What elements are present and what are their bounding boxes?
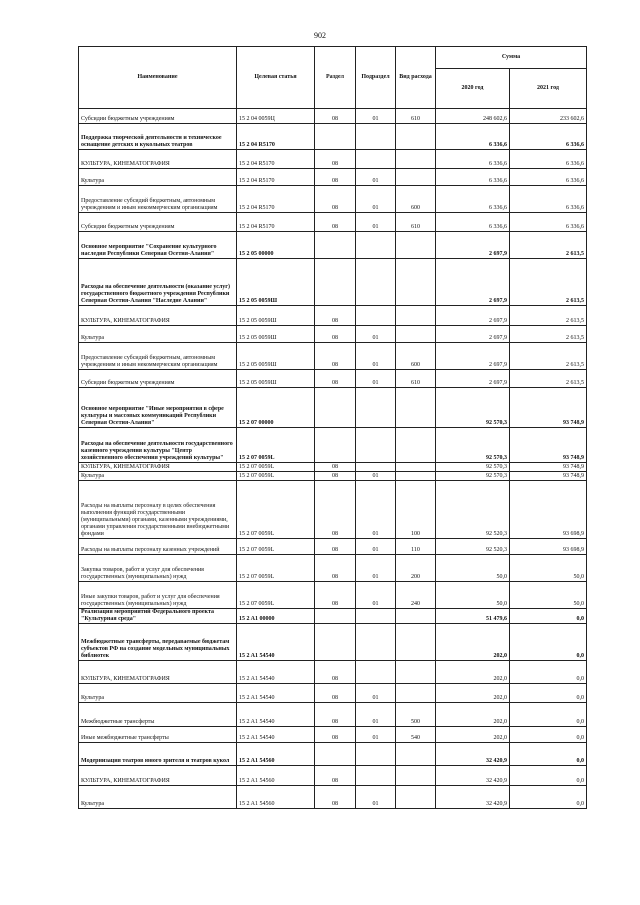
row-subsection: 01: [356, 582, 396, 609]
row-name: Основное мероприятие "Сохранение культурного наследия Республики Северная Осетия-Алания": [79, 232, 237, 259]
header-name: Наименование: [79, 47, 237, 109]
table-row: [79, 186, 587, 213]
row-value-2020: 202,0: [436, 624, 510, 661]
row-value-2021: 0,0: [510, 684, 587, 703]
row-section: [315, 743, 356, 766]
row-value-2020: 2 697,9: [436, 326, 510, 343]
table-row: [79, 582, 587, 609]
table-row: [79, 428, 587, 463]
row-subsection: 01: [356, 213, 396, 232]
row-value-2020: 202,0: [436, 703, 510, 727]
table-row: [79, 481, 587, 539]
row-expense-type: 200: [396, 555, 436, 582]
row-subsection: 01: [356, 169, 396, 186]
row-value-2021: 93 698,9: [510, 481, 587, 539]
row-value-2021: 0,0: [510, 727, 587, 743]
row-expense-type: 610: [396, 109, 436, 124]
row-name: КУЛЬТУРА, КИНЕМАТОГРАФИЯ: [79, 150, 237, 169]
row-target-article: 15 2 05 0059Ш: [237, 259, 315, 306]
row-subsection: 01: [356, 109, 396, 124]
row-value-2021: 2 613,5: [510, 306, 587, 326]
row-name: КУЛЬТУРА, КИНЕМАТОГРАФИЯ: [79, 766, 237, 786]
row-section: 08: [315, 766, 356, 786]
row-value-2021: 50,0: [510, 555, 587, 582]
row-name: Межбюджетные трансферты: [79, 703, 237, 727]
row-expense-type: 600: [396, 186, 436, 213]
row-value-2020: 92 520,3: [436, 539, 510, 555]
row-value-2021: 0,0: [510, 609, 587, 624]
row-expense-type: 540: [396, 727, 436, 743]
row-subsection: 01: [356, 684, 396, 703]
row-expense-type: [396, 306, 436, 326]
row-subsection: 01: [356, 370, 396, 388]
table-row: [79, 232, 587, 259]
table-row: [79, 213, 587, 232]
row-target-article: 15 2 05 0059Ш: [237, 306, 315, 326]
row-value-2021: 6 336,6: [510, 150, 587, 169]
row-value-2020: 6 336,6: [436, 150, 510, 169]
table-row: [79, 388, 587, 428]
row-section: 08: [315, 555, 356, 582]
header-year-2020: 2020 год: [436, 69, 510, 109]
row-name: Модернизация театров юного зрителя и театров кукол: [79, 743, 237, 766]
row-name: Поддержка творческой деятельности и техническое оснащение детских и кукольных театров: [79, 124, 237, 150]
row-expense-type: [396, 463, 436, 472]
table-row: [79, 727, 587, 743]
row-target-article: 15 2 07 0059L: [237, 481, 315, 539]
row-value-2020: 2 697,9: [436, 343, 510, 370]
row-section: [315, 388, 356, 428]
row-expense-type: [396, 169, 436, 186]
row-expense-type: [396, 232, 436, 259]
row-name: Культура: [79, 472, 237, 481]
row-section: 08: [315, 326, 356, 343]
row-target-article: 15 2 A1 54560: [237, 743, 315, 766]
row-section: 08: [315, 343, 356, 370]
row-subsection: [356, 624, 396, 661]
row-target-article: 15 2 04 R5170: [237, 213, 315, 232]
row-subsection: 01: [356, 343, 396, 370]
row-value-2020: 32 420,9: [436, 743, 510, 766]
row-name: Предоставление субсидий бюджетным, автономным учреждениям и иным некоммерческим организациям: [79, 186, 237, 213]
row-target-article: 15 2 07 0059L: [237, 428, 315, 463]
row-target-article: 15 2 07 0059L: [237, 555, 315, 582]
row-name: Реализация мероприятий Федерального проекта "Культурная среда": [79, 609, 237, 624]
table-row: [79, 259, 587, 306]
row-subsection: 01: [356, 186, 396, 213]
row-target-article: 15 2 07 00000: [237, 388, 315, 428]
row-section: 08: [315, 370, 356, 388]
row-name: Основное мероприятие "Иные мероприятия в сфере культуры и массовых коммуникаций Республики Северная Осетия-Алания": [79, 388, 237, 428]
row-target-article: 15 2 04 R5170: [237, 169, 315, 186]
row-expense-type: [396, 150, 436, 169]
row-subsection: [356, 463, 396, 472]
row-value-2020: 92 570,3: [436, 472, 510, 481]
header-subsection: Подраздел: [356, 47, 396, 109]
row-subsection: 01: [356, 481, 396, 539]
row-expense-type: [396, 124, 436, 150]
row-value-2021: 0,0: [510, 703, 587, 727]
table-row: [79, 555, 587, 582]
row-target-article: 15 2 07 0059L: [237, 582, 315, 609]
row-section: [315, 624, 356, 661]
row-name: Культура: [79, 169, 237, 186]
row-subsection: [356, 232, 396, 259]
table-row: [79, 169, 587, 186]
row-target-article: 15 2 A1 54540: [237, 684, 315, 703]
row-section: 08: [315, 150, 356, 169]
row-name: КУЛЬТУРА, КИНЕМАТОГРАФИЯ: [79, 306, 237, 326]
row-value-2021: 6 336,6: [510, 124, 587, 150]
row-target-article: 15 2 A1 00000: [237, 609, 315, 624]
row-value-2020: 50,0: [436, 555, 510, 582]
row-section: 08: [315, 213, 356, 232]
row-subsection: 01: [356, 703, 396, 727]
row-subsection: 01: [356, 555, 396, 582]
row-value-2020: 202,0: [436, 684, 510, 703]
row-expense-type: 240: [396, 582, 436, 609]
row-subsection: 01: [356, 472, 396, 481]
header-sum: Сумма: [436, 47, 587, 69]
row-expense-type: 610: [396, 370, 436, 388]
table-row: [79, 539, 587, 555]
row-expense-type: [396, 609, 436, 624]
row-section: [315, 124, 356, 150]
table-body: [79, 109, 587, 809]
row-section: 08: [315, 463, 356, 472]
row-value-2020: 92 570,3: [436, 428, 510, 463]
row-section: 08: [315, 703, 356, 727]
table-row: [79, 343, 587, 370]
row-expense-type: 600: [396, 343, 436, 370]
row-subsection: 01: [356, 786, 396, 809]
row-subsection: [356, 661, 396, 684]
row-value-2020: 2 697,9: [436, 259, 510, 306]
row-section: 08: [315, 661, 356, 684]
header-section: Раздел: [315, 47, 356, 109]
row-expense-type: [396, 388, 436, 428]
row-name: Предоставление субсидий бюджетным, автономным учреждениям и иным некоммерческим организациям: [79, 343, 237, 370]
row-subsection: [356, 150, 396, 169]
row-target-article: 15 2 A1 54560: [237, 766, 315, 786]
table-row: [79, 109, 587, 124]
row-name: Иные закупки товаров, работ и услуг для обеспечения государственных (муниципальных) нужд: [79, 582, 237, 609]
row-section: 08: [315, 109, 356, 124]
row-value-2020: 32 420,9: [436, 766, 510, 786]
row-section: 08: [315, 472, 356, 481]
row-value-2020: 6 336,6: [436, 124, 510, 150]
row-value-2020: 6 336,6: [436, 213, 510, 232]
row-value-2021: 93 698,9: [510, 539, 587, 555]
budget-table: [78, 46, 587, 809]
row-expense-type: [396, 661, 436, 684]
row-value-2020: 51 479,6: [436, 609, 510, 624]
row-section: 08: [315, 684, 356, 703]
row-section: 08: [315, 481, 356, 539]
table-row: [79, 124, 587, 150]
row-value-2020: 2 697,9: [436, 306, 510, 326]
row-expense-type: 100: [396, 481, 436, 539]
row-value-2021: 2 613,5: [510, 326, 587, 343]
row-section: [315, 232, 356, 259]
table-row: [79, 463, 587, 472]
row-name: Расходы на выплаты персоналу в целях обеспечения выполнения функций государственными (муниципальными) органами, казенными учреждениями, органами управления государственными внебюджетными фондами: [79, 481, 237, 539]
row-target-article: 15 2 04 R5170: [237, 150, 315, 169]
row-target-article: 15 2 05 0059Ш: [237, 326, 315, 343]
row-value-2020: 202,0: [436, 661, 510, 684]
table-row: [79, 684, 587, 703]
row-name: Культура: [79, 684, 237, 703]
row-expense-type: [396, 428, 436, 463]
row-target-article: 15 2 05 00000: [237, 232, 315, 259]
row-value-2021: 6 336,6: [510, 186, 587, 213]
row-subsection: 01: [356, 539, 396, 555]
row-subsection: 01: [356, 326, 396, 343]
row-value-2020: 92 570,3: [436, 463, 510, 472]
row-section: [315, 259, 356, 306]
row-expense-type: 500: [396, 703, 436, 727]
row-subsection: [356, 766, 396, 786]
row-subsection: [356, 609, 396, 624]
table-row: [79, 150, 587, 169]
row-name: Субсидии бюджетным учреждениям: [79, 109, 237, 124]
row-name: Субсидии бюджетным учреждениям: [79, 370, 237, 388]
row-subsection: [356, 259, 396, 306]
row-value-2020: 6 336,6: [436, 186, 510, 213]
table-row: [79, 766, 587, 786]
row-value-2021: 6 336,6: [510, 213, 587, 232]
row-value-2020: 92 570,3: [436, 388, 510, 428]
row-value-2021: 93 748,9: [510, 463, 587, 472]
row-value-2020: 202,0: [436, 727, 510, 743]
row-section: [315, 428, 356, 463]
row-target-article: 15 2 07 0059L: [237, 463, 315, 472]
row-value-2021: 93 748,9: [510, 472, 587, 481]
row-value-2021: 0,0: [510, 766, 587, 786]
row-expense-type: [396, 624, 436, 661]
row-value-2021: 2 613,5: [510, 343, 587, 370]
row-value-2020: 2 697,9: [436, 232, 510, 259]
row-subsection: [356, 428, 396, 463]
row-value-2020: 6 336,6: [436, 169, 510, 186]
row-target-article: 15 2 04 R5170: [237, 124, 315, 150]
row-name: Межбюджетные трансферты, передаваемые бюджетам субъектов РФ на создание модельных муниципальных библиотек: [79, 624, 237, 661]
row-name: Культура: [79, 786, 237, 809]
row-target-article: 15 2 07 0059L: [237, 539, 315, 555]
row-target-article: 15 2 A1 54560: [237, 786, 315, 809]
row-value-2020: 2 697,9: [436, 370, 510, 388]
row-expense-type: [396, 786, 436, 809]
row-name: Иные межбюджетные трансферты: [79, 727, 237, 743]
row-value-2020: 92 520,3: [436, 481, 510, 539]
row-value-2020: 50,0: [436, 582, 510, 609]
table-row: [79, 370, 587, 388]
table-row: [79, 326, 587, 343]
table-row: [79, 786, 587, 809]
row-value-2021: 0,0: [510, 661, 587, 684]
row-value-2021: 233 602,6: [510, 109, 587, 124]
row-value-2021: 2 613,5: [510, 259, 587, 306]
row-expense-type: [396, 684, 436, 703]
row-expense-type: 610: [396, 213, 436, 232]
row-value-2021: 6 336,6: [510, 169, 587, 186]
row-name: Расходы на выплаты персоналу казенных учреждений: [79, 539, 237, 555]
row-expense-type: [396, 472, 436, 481]
row-section: 08: [315, 306, 356, 326]
row-target-article: 15 2 A1 54540: [237, 727, 315, 743]
row-value-2021: 0,0: [510, 743, 587, 766]
row-value-2021: 93 748,9: [510, 388, 587, 428]
row-name: Расходы на обеспечение деятельности государственного казенного учреждения культуры "Центр хозяйственного обеспечения учреждений культуры": [79, 428, 237, 463]
row-name: КУЛЬТУРА, КИНЕМАТОГРАФИЯ: [79, 463, 237, 472]
header-year-2021: 2021 год: [510, 69, 587, 109]
row-name: Субсидии бюджетным учреждениям: [79, 213, 237, 232]
row-expense-type: [396, 743, 436, 766]
row-target-article: 15 2 04 0059Ц: [237, 109, 315, 124]
row-name: Культура: [79, 326, 237, 343]
row-value-2021: 2 613,5: [510, 232, 587, 259]
row-section: 08: [315, 539, 356, 555]
row-target-article: 15 2 A1 54540: [237, 661, 315, 684]
row-section: 08: [315, 582, 356, 609]
row-expense-type: [396, 766, 436, 786]
table-row: [79, 743, 587, 766]
row-section: [315, 609, 356, 624]
row-subsection: 01: [356, 727, 396, 743]
table-row: [79, 661, 587, 684]
row-subsection: [356, 743, 396, 766]
row-target-article: 15 2 05 0059Ш: [237, 370, 315, 388]
table-row: [79, 609, 587, 624]
row-value-2021: 2 613,5: [510, 370, 587, 388]
row-value-2021: 0,0: [510, 786, 587, 809]
header-target-article: Целевая статья: [237, 47, 315, 109]
row-target-article: 15 2 05 0059Ш: [237, 343, 315, 370]
row-name: Закупка товаров, работ и услуг для обеспечения государственных (муниципальных) нужд: [79, 555, 237, 582]
row-subsection: [356, 306, 396, 326]
row-section: 08: [315, 169, 356, 186]
page-number: 902: [314, 31, 326, 40]
row-expense-type: 110: [396, 539, 436, 555]
row-subsection: [356, 388, 396, 428]
row-section: 08: [315, 786, 356, 809]
row-section: 08: [315, 186, 356, 213]
row-value-2020: 32 420,9: [436, 786, 510, 809]
header-expense-type: Вид расхода: [396, 47, 436, 109]
table-row: [79, 703, 587, 727]
row-subsection: [356, 124, 396, 150]
row-target-article: 15 2 07 0059L: [237, 472, 315, 481]
row-target-article: 15 2 A1 54540: [237, 624, 315, 661]
row-name: Расходы на обеспечение деятельности (оказание услуг) государственного бюджетного учреждения Республики Северная Осетия-Алания "Наследие Алании": [79, 259, 237, 306]
row-expense-type: [396, 326, 436, 343]
table-row: [79, 306, 587, 326]
row-value-2020: 248 602,6: [436, 109, 510, 124]
row-expense-type: [396, 259, 436, 306]
row-value-2021: 0,0: [510, 624, 587, 661]
row-target-article: 15 2 A1 54540: [237, 703, 315, 727]
table-row: [79, 472, 587, 481]
row-target-article: 15 2 04 R5170: [237, 186, 315, 213]
row-section: 08: [315, 727, 356, 743]
row-value-2021: 93 748,9: [510, 428, 587, 463]
row-name: КУЛЬТУРА, КИНЕМАТОГРАФИЯ: [79, 661, 237, 684]
row-value-2021: 50,0: [510, 582, 587, 609]
table-row: [79, 624, 587, 661]
